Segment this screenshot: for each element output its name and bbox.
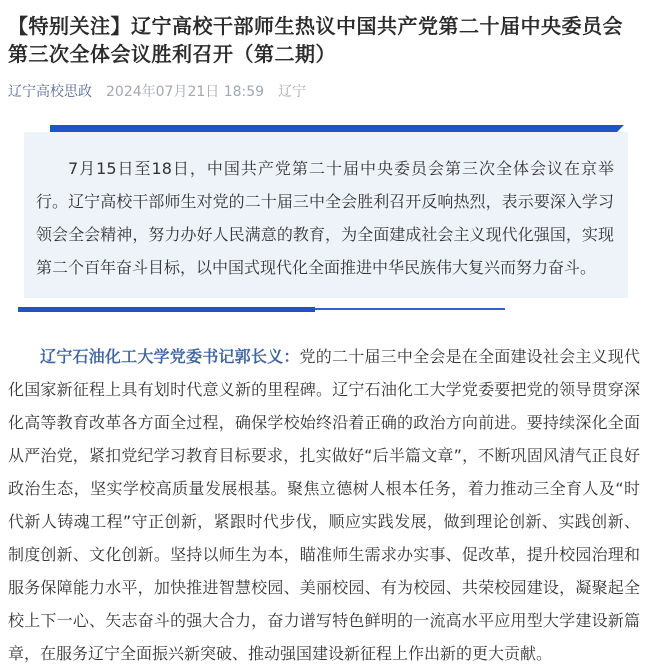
paragraph-text: 党的二十届三中全会是在全面建设社会主义现代化国家新征程上具有划时代意义新的里程碑。辽宁石油化工大学党委要把党的领导贯穿深化高等教育改革各方面全过程，确保学校始终沿着正确的政治方向前进。要持续深化全面从严治党，紧扣党纪学习教育目标要求，扎实做好“后半篇文章”，不断巩固风清气正良好政治生态，坚实学校高质量发展根基。聚焦立德树人根本任务，着力推动三全育人及“时代新人铸魂工程”守正创新，紧跟时代步伐，顺应实践发展，做到理论创新、实践创新、制度创新、文化创新。坚持以师生为本，瞄准师生需求办实事、促改革，提升校园治理和服务保障能力水平，加快推进智慧校园、美丽校园、有为校园、共荣校园建设，凝聚起全校上下一心、矢志奋斗的强大合力，奋力谱写特色鲜明的一流高水平应用型大学建设新篇章，在服务辽宁全面振兴新突破、推动强国建设新征程上作出新的更大贡献。 (8, 347, 640, 663)
quote-top-bar (50, 125, 624, 132)
highlight-quote-box (24, 132, 628, 298)
article-paragraph (8, 340, 640, 670)
speaker-name: 辽宁石油化工大学党委书记郭长义： (40, 347, 300, 366)
quote-text: 7月15日至18日，中国共产党第二十届中央委员会第三次全体会议在京举行。辽宁高校干部师生对党的二十届三中全会胜利召开反响热烈，表示要深入学习领会全会精神，努力办好人民满意的教育，为全面建成社会主义现代化强国，实现第二个百年奋斗目标，以中国式现代化全面推进中华民族伟大复兴而努力奋斗。 (36, 159, 614, 277)
meta-row (8, 81, 640, 101)
account-link[interactable]: 辽宁高校思政 (8, 84, 92, 100)
divider-thin-line (315, 308, 505, 310)
highlight-quote-section (24, 125, 628, 298)
article-title: 【特别关注】辽宁高校干部师生热议中国共产党第二十届中央委员会第三次全体会议胜利召开（第二期） (8, 14, 623, 66)
location-label: 辽宁 (278, 84, 307, 100)
section-divider (18, 306, 640, 312)
divider-thick-bar (18, 307, 315, 312)
publish-date: 2024年07月21日 18:59 (106, 84, 265, 100)
